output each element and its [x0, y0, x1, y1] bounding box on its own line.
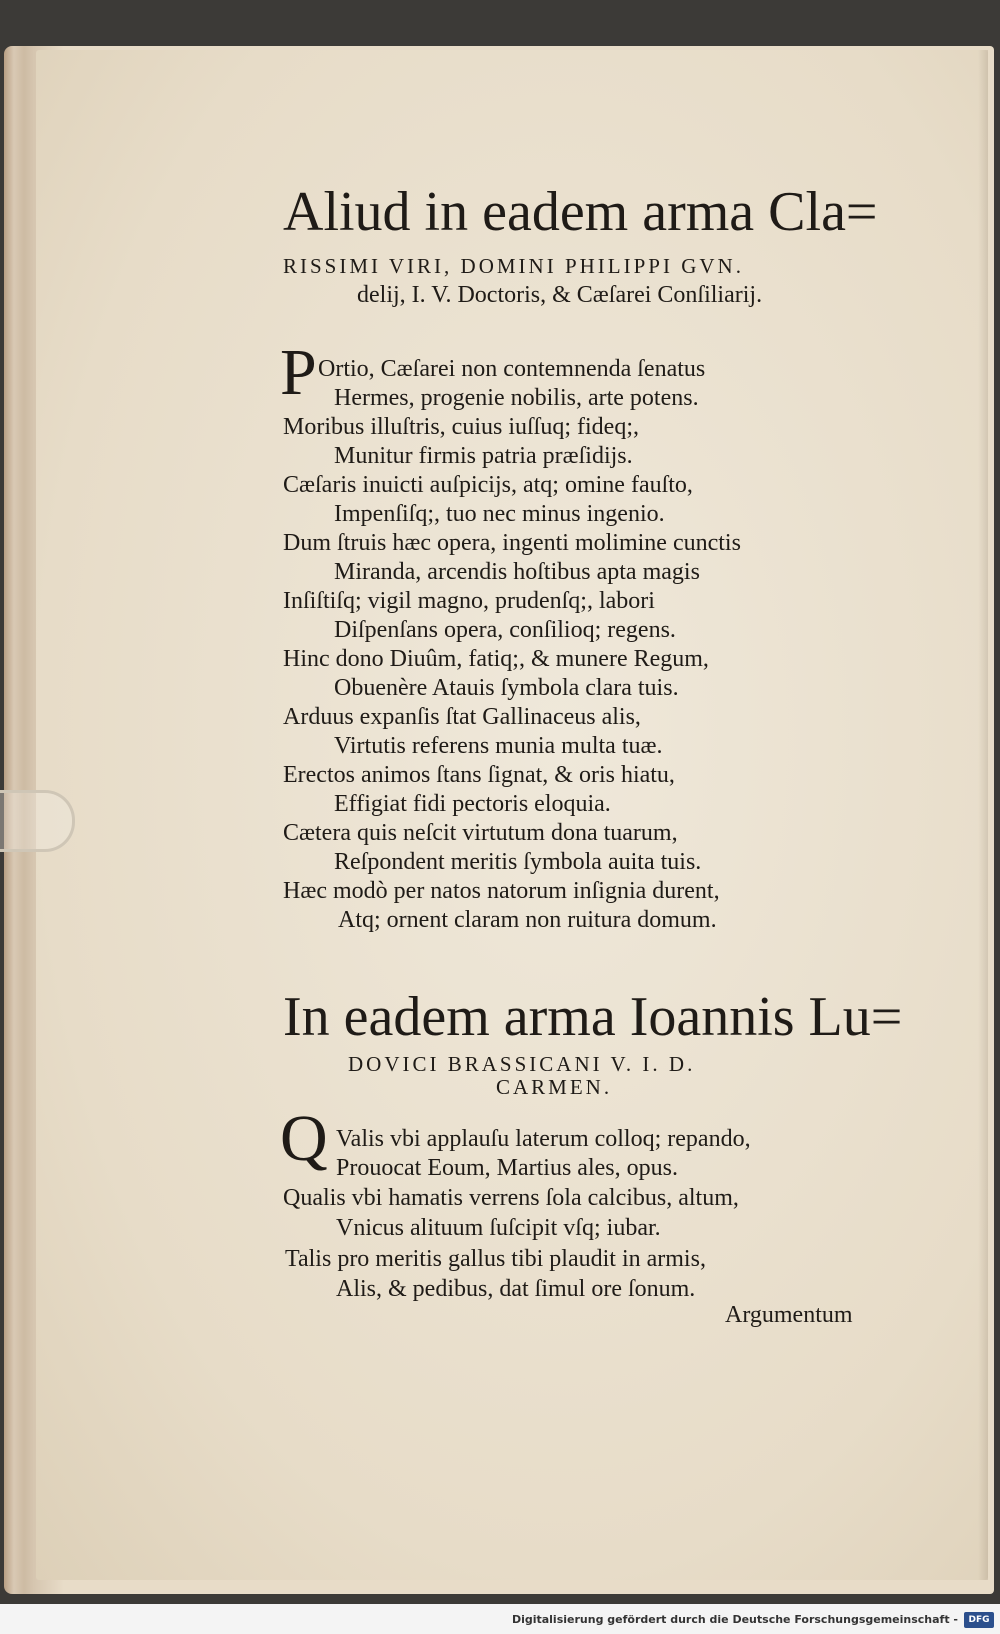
- bookmark-strap: [0, 790, 75, 852]
- poem1-line-4: Munitur firmis patria præſidijs.: [334, 443, 633, 469]
- poem2-line-4: Vnicus alituum ſuſcipit vſq; iubar.: [336, 1215, 661, 1241]
- poem1-line-2: Hermes, progenie nobilis, arte potens.: [334, 385, 699, 411]
- poem1-line-20: Atq; ornent claram non ruitura domum.: [338, 907, 717, 933]
- poem2-line-3: Qualis vbi hamatis verrens ſola calcibus, altum,: [283, 1185, 739, 1211]
- page-shadow: [978, 50, 988, 1580]
- dfg-logo: DFG: [964, 1612, 994, 1628]
- poem2-line-6: Alis, & pedibus, dat ſimul ore ſonum.: [336, 1276, 696, 1302]
- heading-aliud-sub: delij, I. V. Doctoris, & Cæſarei Conſiliarij.: [357, 282, 763, 308]
- poem1-line-19: Hæc modò per natos natorum inſignia durent,: [283, 878, 720, 904]
- poem1-line-1: Ortio, Cæſarei non contemnenda ſenatus: [318, 356, 706, 382]
- poem1-line-15: Erectos animos ſtans ſignat, & oris hiatu,: [283, 762, 675, 788]
- poem1-line-11: Hinc dono Diuûm, fatiq;, & munere Regum,: [283, 646, 709, 672]
- poem1-line-16: Effigiat fidi pectoris eloquia.: [334, 791, 611, 817]
- poem1-line-3: Moribus illuſtris, cuius iuſſuq; fideq;,: [283, 414, 639, 440]
- poem1-line-10: Diſpenſans opera, conſilioq; regens.: [334, 617, 676, 643]
- dropcap-p: P: [280, 336, 317, 409]
- footer-credit: Digitalisierung gefördert durch die Deutsche Forschungsgemeinschaft -: [511, 1613, 958, 1626]
- heading-in-eadem-caps: DOVICI BRASSICANI V. I. D.: [348, 1052, 696, 1076]
- poem2-line-2: Prouocat Eoum, Martius ales, opus.: [336, 1155, 678, 1181]
- poem1-line-17: Cætera quis neſcit virtutum dona tuarum,: [283, 820, 678, 846]
- poem1-line-6: Impenſiſq;, tuo nec minus ingenio.: [334, 501, 665, 527]
- poem1-line-7: Dum ſtruis hæc opera, ingenti molimine cunctis: [283, 530, 741, 556]
- poem1-line-9: Inſiſtiſq; vigil magno, prudenſq;, labori: [283, 588, 655, 614]
- poem2-line-5: Talis pro meritis gallus tibi plaudit in armis,: [285, 1246, 706, 1272]
- poem1-line-12: Obuenère Atauis ſymbola clara tuis.: [334, 675, 679, 701]
- poem1-line-18: Reſpondent meritis ſymbola auita tuis.: [334, 849, 702, 875]
- heading-in-eadem-carmen: CARMEN.: [496, 1075, 613, 1099]
- dropcap-q: Q: [280, 1102, 328, 1175]
- poem1-line-5: Cæſaris inuicti auſpicijs, atq; omine fauſto,: [283, 472, 693, 498]
- catchword: Argumentum: [725, 1302, 853, 1328]
- footer-bar: [0, 1604, 1000, 1634]
- poem1-line-13: Arduus expanſis ſtat Gallinaceus alis,: [283, 704, 641, 730]
- heading-aliud-caps: RISSIMI VIRI, DOMINI PHILIPPI GVN.: [283, 254, 744, 278]
- heading-aliud: Aliud in eadem arma Cla=: [283, 181, 878, 243]
- poem1-line-8: Miranda, arcendis hoſtibus apta magis: [334, 559, 700, 585]
- poem1-line-14: Virtutis referens munia multa tuæ.: [334, 733, 663, 759]
- poem2-line-1: Valis vbi applauſu laterum colloq; repando,: [336, 1126, 751, 1152]
- heading-in-eadem: In eadem arma Ioannis Lu=: [283, 986, 903, 1048]
